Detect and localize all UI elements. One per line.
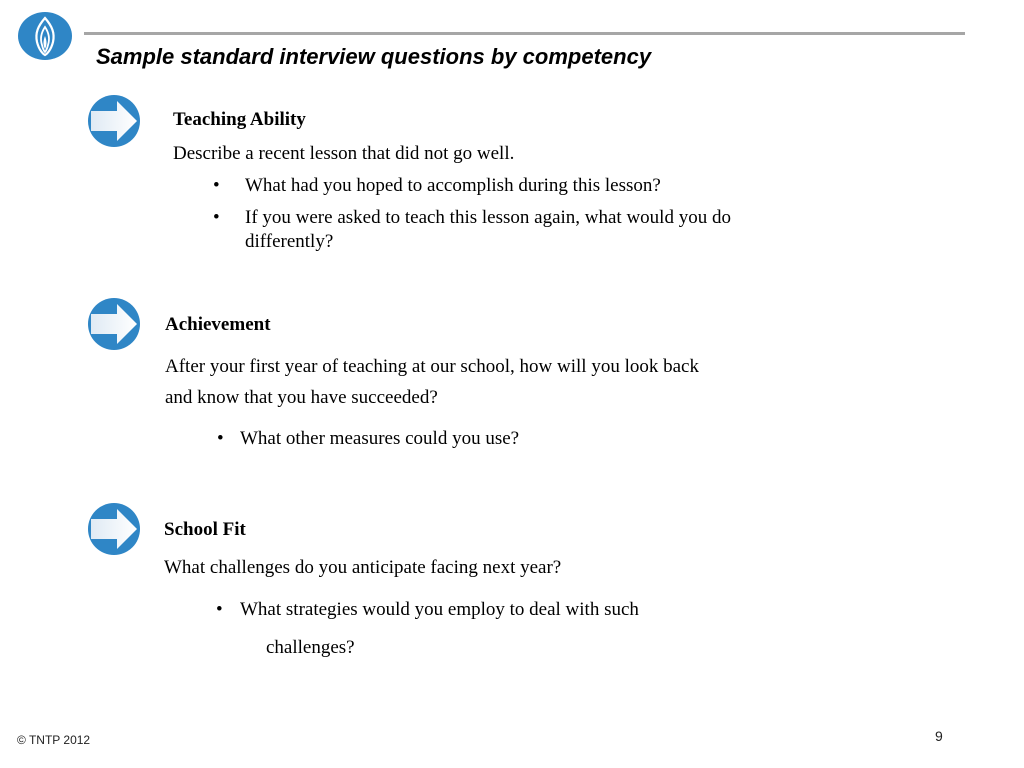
list-item — [213, 174, 913, 198]
question-text — [165, 347, 905, 417]
question-line: and know that you have succeeded? — [165, 387, 438, 408]
bullet-text-continued: differently? — [245, 231, 334, 252]
copyright-footer: © TNTP 2012 — [17, 733, 91, 747]
slide-title: Sample standard interview questions by competency — [96, 44, 652, 69]
bullet-glyph: • — [213, 207, 220, 228]
section-heading: School Fit — [164, 519, 246, 540]
section-heading: Teaching Ability — [173, 109, 306, 130]
arrow-right-icon — [87, 297, 143, 351]
list-item — [217, 427, 905, 451]
question-text: What challenges do you anticipate facing next year? — [164, 557, 562, 578]
question-text: Describe a recent lesson that did not go well. — [173, 143, 515, 164]
section-heading: Achievement — [165, 314, 271, 335]
follow-up-list — [216, 598, 904, 660]
bullet-text: What strategies would you employ to deal with such — [240, 599, 639, 620]
bullet-text-continued: challenges? — [266, 637, 355, 658]
bullet-text: What had you hoped to accomplish during this lesson? — [245, 175, 661, 196]
list-item — [213, 206, 913, 254]
bullet-glyph: • — [216, 599, 223, 620]
arrow-right-icon — [87, 94, 143, 148]
bullet-glyph: • — [217, 428, 224, 449]
section-achievement — [165, 313, 905, 451]
follow-up-list — [217, 427, 905, 451]
question-line: After your first year of teaching at our school, how will you look back — [165, 356, 699, 377]
section-school-fit — [164, 518, 904, 660]
bullet-glyph: • — [213, 175, 220, 196]
section-teaching-ability — [173, 108, 913, 254]
list-item — [216, 598, 904, 660]
page-number: 9 — [935, 728, 943, 744]
follow-up-list — [213, 174, 913, 254]
flame-logo-icon — [17, 11, 73, 61]
bullet-text: If you were asked to teach this lesson again, what would you do — [245, 207, 731, 228]
bullet-text: What other measures could you use? — [240, 428, 520, 449]
header-rule — [84, 32, 965, 35]
arrow-right-icon — [87, 502, 143, 556]
